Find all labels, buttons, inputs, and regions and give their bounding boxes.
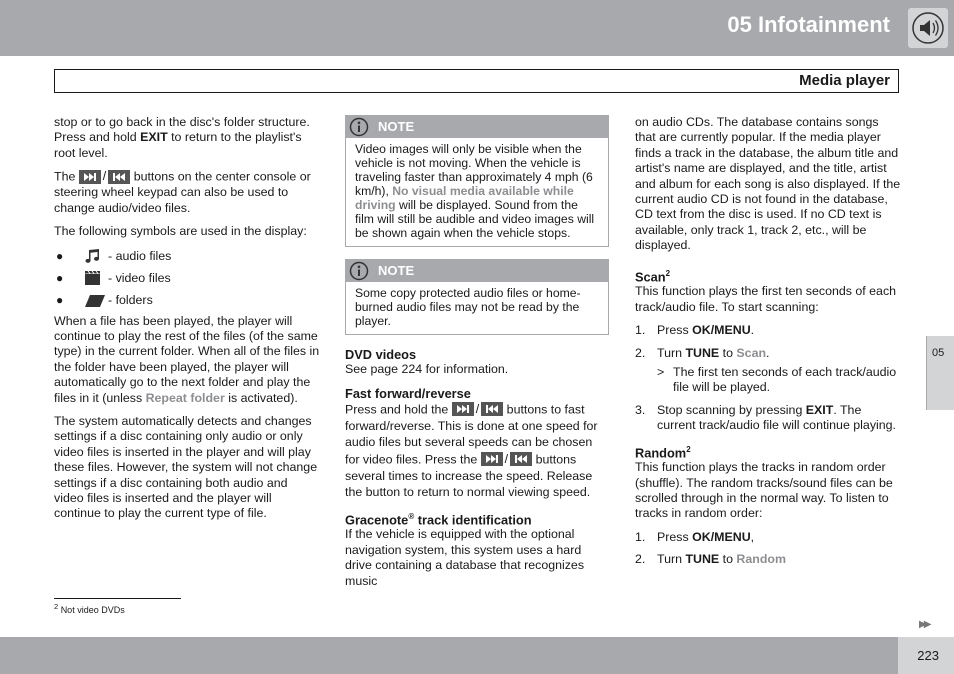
- paragraph: See page 224 for information.: [345, 362, 509, 377]
- paragraph: The / buttons on the center console or steering wheel keypad can also be used to change audio/video files.: [54, 169, 311, 215]
- info-icon: [349, 261, 369, 281]
- list-item: 2. Turn TUNE to Random: [635, 552, 786, 567]
- random-steps: [635, 530, 901, 568]
- column-1: [54, 115, 320, 530]
- symbol-list-item: ● - audio files: [56, 248, 172, 263]
- paragraph: on audio CDs. The database contains songs that are currently popular. If the media player finds a track in the database, the album title and artist's name are displayed, and the title, artist and album for each song is also displayed. If the current audio CD is not found in the database, CD text from the disc is used. If no CD text is available, only track 1, track 2, etc., will be displayed.: [635, 115, 901, 253]
- next-prev-buttons-icon: /: [481, 451, 532, 468]
- note-text: Video images will only be visible when the vehicle is not moving. When the vehicle is traveling faster than approximately 4 mph (6 km/h), No visual media available while driving will be displayed. Sound from the film will still be audible and video images will be shown again when the vehicle stops.: [355, 142, 595, 240]
- next-prev-buttons-icon: /: [452, 401, 503, 418]
- note-text: Some copy protected audio files or home-burned audio files may not be read by the player.: [355, 286, 581, 328]
- folder-icon: [84, 292, 106, 308]
- heading-gracenote: Gracenote® track identification: [345, 511, 532, 527]
- section-title: Media player: [799, 72, 890, 89]
- music-note-icon: [84, 248, 102, 264]
- heading-fast-forward: Fast forward/reverse: [345, 385, 471, 401]
- symbol-list-item: ● - video files: [56, 270, 171, 285]
- page-number-box: [898, 637, 954, 674]
- paragraph: The following symbols are used in the display:: [54, 224, 307, 239]
- heading-random: Random$^2$: [635, 444, 691, 460]
- next-prev-buttons-icon: /: [79, 169, 130, 184]
- film-icon: [84, 270, 102, 286]
- paragraph: The system automatically detects and changes settings if a disc containing only audio or only video files is inserted in the player and will play these files. However, the system will not change settings if a disc containing both audio and video files is inserted and the player will continue to play the current type of file.: [54, 413, 318, 521]
- footnote: $^2$ Not video DVDs: [54, 602, 125, 615]
- paragraph: When a file has been played, the player will continue to play the rest of the files (of the same type) in the current folder. When all of the files in the folder have been played, the player will automatically go to the next folder and play the files in it (unless Repeat folder is activated).: [54, 313, 320, 405]
- heading-scan: Scan$^2$: [635, 268, 671, 284]
- note-label: NOTE: [378, 119, 415, 134]
- continue-arrow-icon: ▶▶: [919, 619, 929, 630]
- list-item: 1. Press OK/MENU,: [635, 529, 755, 544]
- column-2: [345, 115, 609, 597]
- heading-dvd-videos: DVD videos: [345, 347, 417, 362]
- list-item: 2. Turn TUNE to Scan.: [635, 345, 770, 360]
- list-item: 1. Press OK/MENU.: [635, 323, 755, 338]
- list-item: 3. Stop scanning by pressing EXIT. The current track/audio file will continue playing.: [635, 402, 896, 433]
- list-subitem: > The first ten seconds of each track/audio file will be played.: [657, 364, 897, 395]
- info-icon: [349, 117, 369, 137]
- paragraph: If the vehicle is equipped with the optional navigation system, this system uses a hard drive containing a database that recognizes music: [345, 527, 585, 588]
- section-header: [54, 69, 899, 93]
- paragraph: This function plays the tracks in random order (shuffle). The random tracks/sound files can be scrolled through in the normal way. To listen to tracks in random order:: [635, 460, 893, 521]
- paragraph: Press and hold the / buttons to fast forward/reverse. This is done at one speed for audio files but several speeds can be chosen for video files. Press the / buttons several times to increase the speed. Release the button to return to normal viewing speed.: [345, 402, 598, 500]
- scan-steps: [635, 323, 901, 433]
- paragraph: This function plays the first ten seconds of each track/audio file. To start scanning:: [635, 284, 897, 314]
- footnote-divider: [54, 598, 181, 599]
- bottom-banner: [0, 637, 954, 674]
- chapter-title: 05 Infotainment: [727, 12, 890, 37]
- symbol-list-item: ● - folders: [56, 292, 153, 307]
- page-number: 223: [917, 648, 939, 663]
- chapter-side-tab: 05: [926, 336, 954, 410]
- note-box: [345, 115, 609, 247]
- note-label: NOTE: [378, 263, 415, 278]
- note-box: [345, 259, 609, 335]
- speaker-icon: [908, 8, 948, 48]
- column-3: [635, 115, 901, 576]
- paragraph: stop or to go back in the disc's folder structure. Press and hold EXIT to return to the playlist's root level.: [54, 115, 310, 160]
